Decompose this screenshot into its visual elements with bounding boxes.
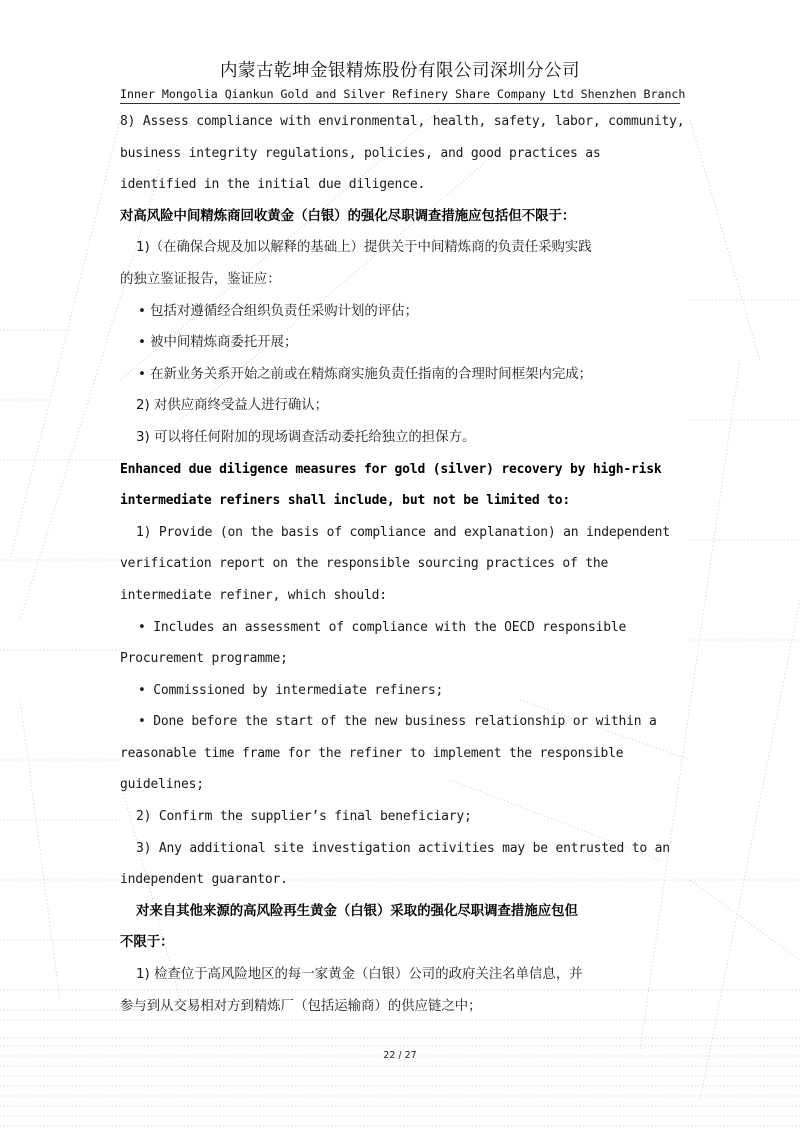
page-header bbox=[120, 60, 686, 102]
list-item: 2) Confirm the supplier’s final beneficiary; bbox=[136, 809, 472, 825]
paragraph-line: Procurement programme; bbox=[120, 651, 288, 667]
list-item: 1) 检查位于高风险地区的每一家黄金（白银）公司的政府关注名单信息，并 bbox=[136, 967, 583, 983]
list-item: 3) 可以将任何附加的现场调查活动委托给独立的担保方。 bbox=[136, 429, 476, 445]
paragraph-line: guidelines; bbox=[120, 777, 204, 793]
paragraph-line: 的独立鉴证报告，鉴证应： bbox=[120, 271, 281, 287]
header-title-chinese: 内蒙古乾坤金银精炼股份有限公司深圳分公司 bbox=[220, 61, 580, 81]
header-title-english: Inner Mongolia Qiankun Gold and Silver Refinery Share Company Ltd Shenzhen Branch bbox=[120, 87, 686, 101]
section-heading: 对高风险中间精炼商回收黄金（白银）的强化尽职调查措施应包括但不限于： bbox=[120, 208, 576, 224]
list-item: 1)（在确保合规及加以解释的基础上）提供关于中间精炼商的负责任采购实践 bbox=[136, 240, 592, 256]
bullet-item: • Done before the start of the new business relationship or within a bbox=[138, 714, 657, 730]
paragraph-line: business integrity regulations, policies, and good practices as bbox=[120, 145, 601, 161]
page-number: 22 / 27 bbox=[383, 1050, 417, 1061]
paragraph-line: 8) Assess compliance with environmental, health, safety, labor, community, bbox=[120, 114, 685, 129]
section-heading: 对来自其他来源的高风险再生黄金（白银）采取的强化尽职调查措施应包但 bbox=[136, 903, 578, 919]
bullet-item: • 在新业务关系开始之前或在精炼商实施负责任指南的合理时间框架内完成； bbox=[138, 366, 593, 382]
bullet-item: • Commissioned by intermediate refiners; bbox=[138, 682, 444, 698]
paragraph-line: intermediate refiner, which should: bbox=[120, 587, 387, 603]
section-heading: Enhanced due diligence measures for gold (silver) recovery by high-risk bbox=[120, 461, 662, 477]
bullet-item: • Includes an assessment of compliance with the OECD responsible bbox=[138, 619, 627, 635]
list-item: 3) Any additional site investigation activities may be entrusted to an bbox=[136, 840, 670, 856]
document-body bbox=[120, 106, 685, 1022]
section-heading: intermediate refiners shall include, but not be limited to: bbox=[120, 493, 570, 509]
bullet-item: • 被中间精炼商委托开展； bbox=[138, 335, 298, 351]
paragraph-line: independent guarantor. bbox=[120, 872, 288, 888]
paragraph-line: identified in the initial due diligence. bbox=[120, 177, 426, 193]
paragraph-line: verification report on the responsible sourcing practices of the bbox=[120, 556, 609, 572]
paragraph-line: 参与到从交易相对方到精炼厂（包括运输商）的供应链之中； bbox=[120, 998, 482, 1014]
list-item: 2) 对供应商终受益人进行确认； bbox=[136, 398, 329, 414]
paragraph-line: reasonable time frame for the refiner to implement the responsible bbox=[120, 745, 624, 761]
header-divider bbox=[120, 103, 680, 104]
list-item: 1) Provide (on the basis of compliance and explanation) an independent bbox=[136, 524, 670, 540]
bullet-item: • 包括对遵循经合组织负责任采购计划的评估； bbox=[138, 303, 418, 319]
section-heading: 不限于： bbox=[120, 935, 174, 951]
